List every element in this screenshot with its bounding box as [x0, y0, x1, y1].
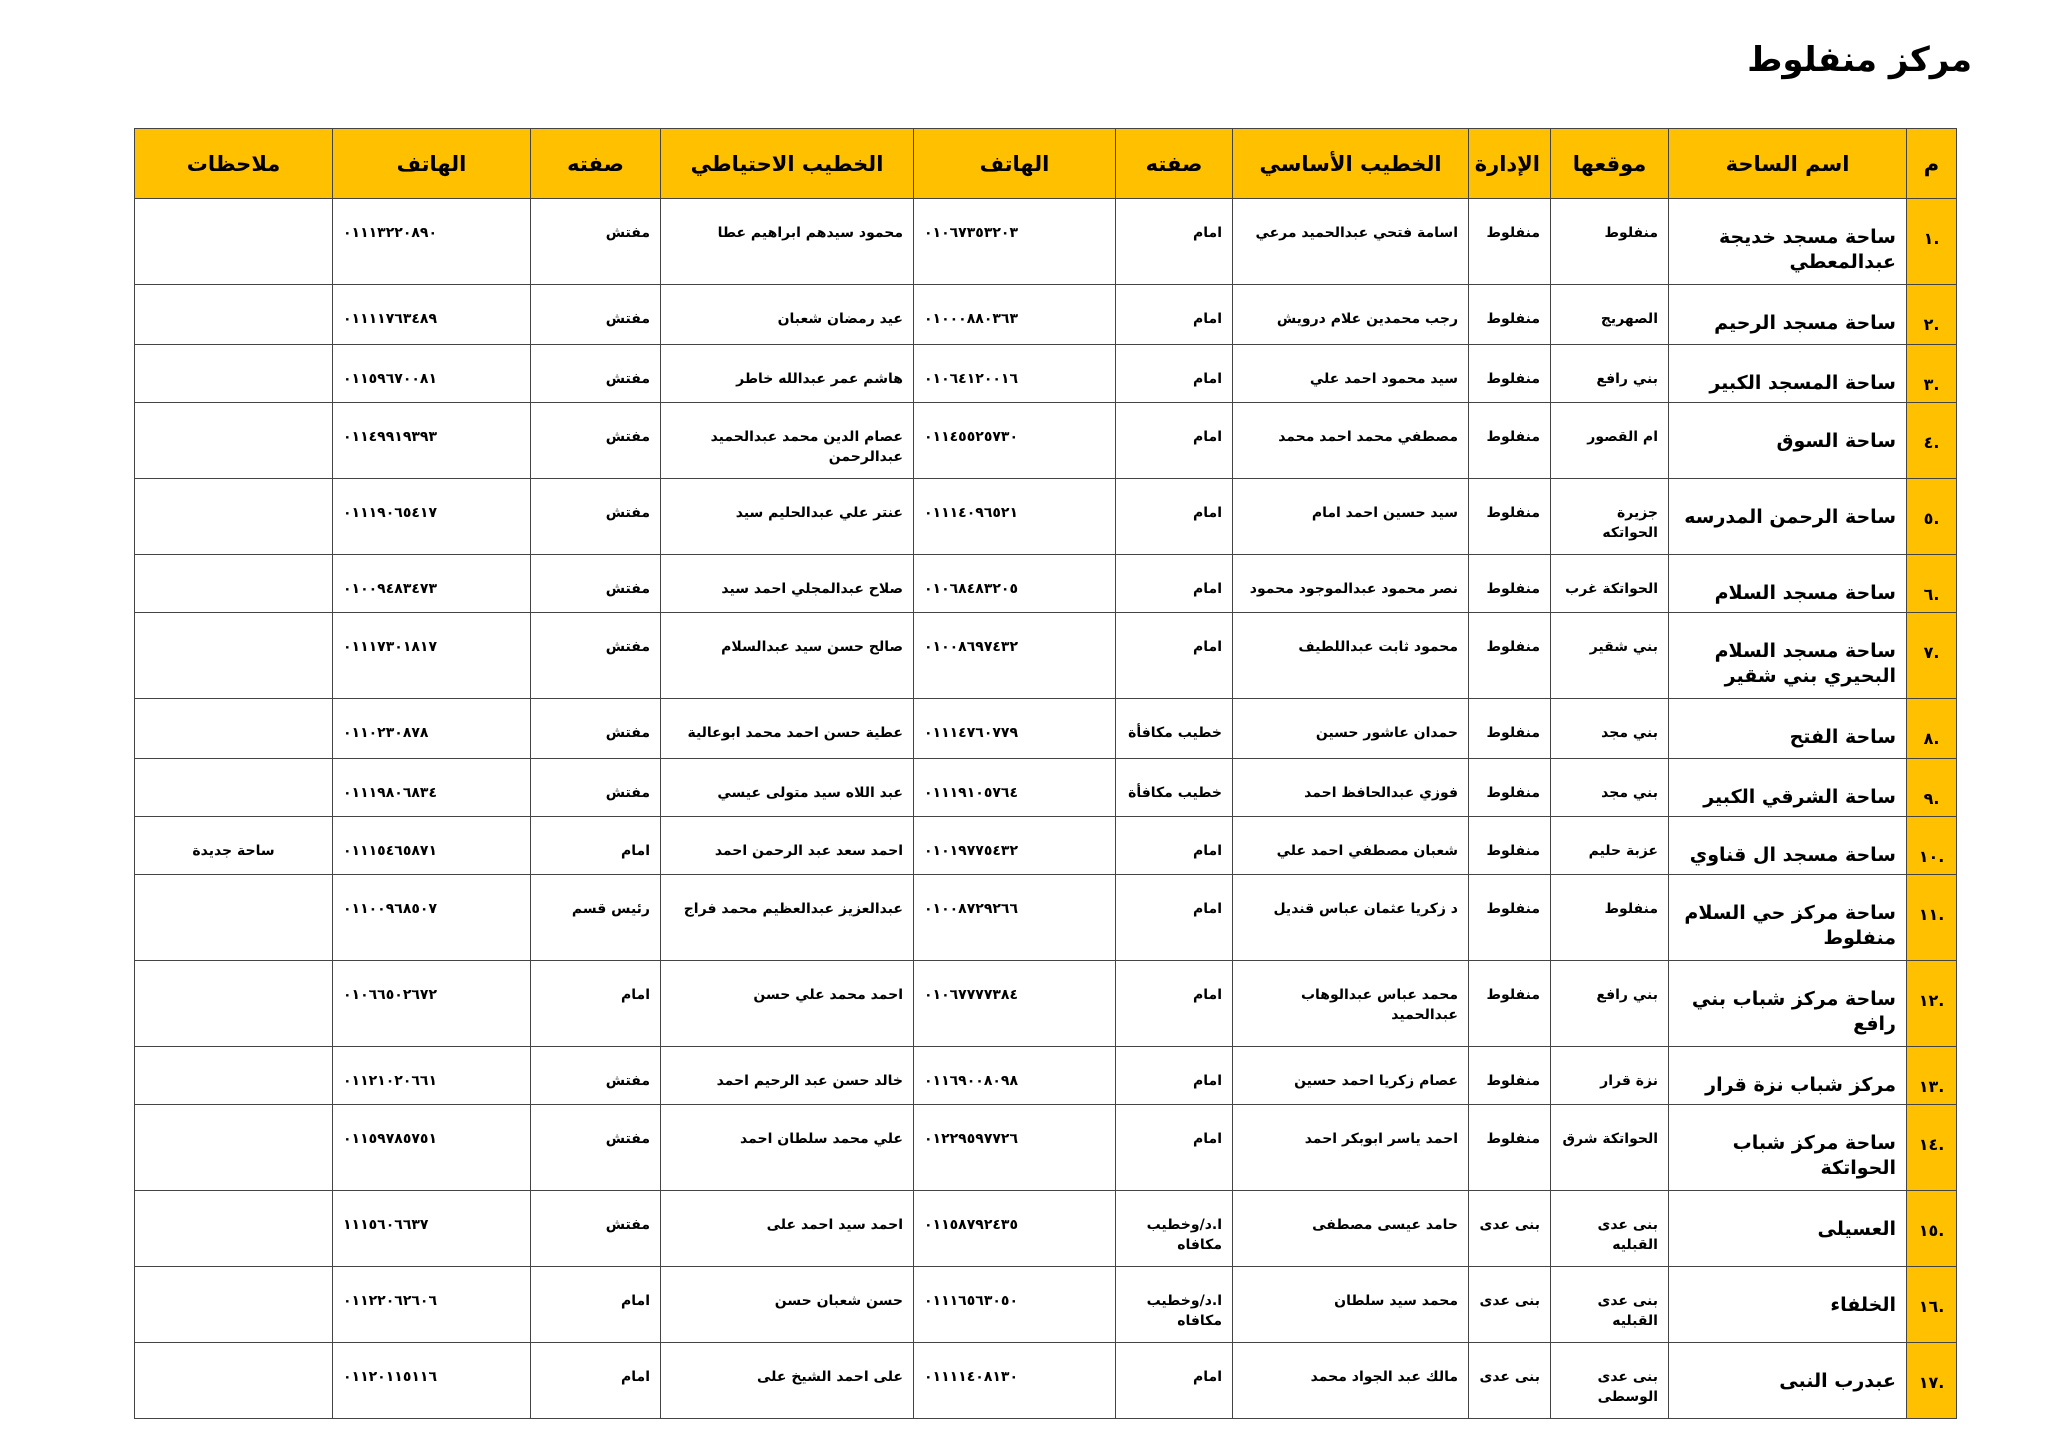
- table-row: [135, 1267, 1957, 1343]
- location: جزيرة الحواتكه: [1551, 479, 1669, 555]
- main-preacher-role: ا.د/وخطيب مكافاه: [1116, 1267, 1233, 1343]
- notes: [135, 1267, 333, 1343]
- main-preacher-role: امام: [1116, 1105, 1233, 1191]
- table-row: [135, 285, 1957, 345]
- backup-preacher-role: مفتش: [531, 1105, 661, 1191]
- backup-preacher-role: مفتش: [531, 759, 661, 817]
- location: بنى عدى الوسطى: [1551, 1343, 1669, 1419]
- backup-preacher-role: مفتش: [531, 345, 661, 403]
- administration: منفلوط: [1469, 1105, 1551, 1191]
- main-preacher-phone: ٠١٢٢٩٥٩٧٧٢٦: [914, 1105, 1116, 1191]
- main-preacher: اسامة فتحي عبدالحميد مرعي: [1233, 199, 1469, 285]
- row-number: .٨: [1907, 699, 1957, 759]
- location: نزة قرار: [1551, 1047, 1669, 1105]
- backup-preacher: عطية حسن احمد محمد ابوعالية: [661, 699, 914, 759]
- main-preacher-phone: ٠١١١١٤٠٨١٣٠: [914, 1343, 1116, 1419]
- square-name: ساحة الرحمن المدرسه: [1669, 479, 1907, 555]
- table-row: [135, 759, 1957, 817]
- administration: منفلوط: [1469, 345, 1551, 403]
- administration: منفلوط: [1469, 613, 1551, 699]
- backup-preacher-role: مفتش: [531, 403, 661, 479]
- backup-preacher: خالد حسن عبد الرحيم احمد: [661, 1047, 914, 1105]
- row-number: .١٢: [1907, 961, 1957, 1047]
- square-name: ساحة مسجد ال قناوي: [1669, 817, 1907, 875]
- table-row: [135, 699, 1957, 759]
- backup-preacher-phone: ٠١١١٩٠٦٥٤١٧: [333, 479, 531, 555]
- location: بني مجد: [1551, 699, 1669, 759]
- backup-preacher-phone: ٠١١٢١٠٢٠٦٦١: [333, 1047, 531, 1105]
- backup-preacher-role: مفتش: [531, 1047, 661, 1105]
- header-row: [135, 129, 1957, 199]
- header-main-role: صفته: [1116, 129, 1233, 199]
- backup-preacher: حسن شعبان حسن: [661, 1267, 914, 1343]
- backup-preacher: عيد رمضان شعبان: [661, 285, 914, 345]
- main-preacher-phone: ٠١٠٦٧٣٥٣٢٠٣: [914, 199, 1116, 285]
- main-preacher: احمد ياسر ابوبكر احمد: [1233, 1105, 1469, 1191]
- main-preacher: د زكريا عثمان عباس قنديل: [1233, 875, 1469, 961]
- header-backup-phone: الهاتف: [333, 129, 531, 199]
- location: منفلوط: [1551, 199, 1669, 285]
- notes: [135, 613, 333, 699]
- notes: [135, 961, 333, 1047]
- main-preacher-phone: ٠١١١٦٥٦٣٠٥٠: [914, 1267, 1116, 1343]
- backup-preacher-phone: ٠١١٥٩٧٨٥٧٥١: [333, 1105, 531, 1191]
- schedule-table-wrapper: [134, 128, 1956, 1419]
- backup-preacher-phone: ١١١٥٦٠٦٦٣٧: [333, 1191, 531, 1267]
- backup-preacher: عنتر علي عبدالحليم سيد: [661, 479, 914, 555]
- square-name: ساحة الفتح: [1669, 699, 1907, 759]
- backup-preacher-phone: ٠١١٠٠٩٦٨٥٠٧: [333, 875, 531, 961]
- backup-preacher-role: امام: [531, 1343, 661, 1419]
- backup-preacher-role: رئيس قسم: [531, 875, 661, 961]
- main-preacher-phone: ٠١١١٤٧٦٠٧٧٩: [914, 699, 1116, 759]
- row-number: .١٥: [1907, 1191, 1957, 1267]
- notes: [135, 199, 333, 285]
- backup-preacher: احمد سعد عبد الرحمن احمد: [661, 817, 914, 875]
- backup-preacher: علي محمد سلطان احمد: [661, 1105, 914, 1191]
- header-notes: ملاحظات: [135, 129, 333, 199]
- main-preacher: حامد عيسى مصطفى: [1233, 1191, 1469, 1267]
- main-preacher: شعبان مصطفي احمد علي: [1233, 817, 1469, 875]
- square-name: مركز شباب نزة قرار: [1669, 1047, 1907, 1105]
- backup-preacher: عصام الدين محمد عبدالحميد عبدالرحمن: [661, 403, 914, 479]
- square-name: ساحة مسجد السلام البحيري بني شقير: [1669, 613, 1907, 699]
- square-name: ساحة مسجد السلام: [1669, 555, 1907, 613]
- main-preacher-phone: ٠١٠٠٨٧٢٩٢٦٦: [914, 875, 1116, 961]
- header-backup-preacher: الخطيب الاحتياطي: [661, 129, 914, 199]
- backup-preacher-role: امام: [531, 817, 661, 875]
- main-preacher: سيد حسين احمد امام: [1233, 479, 1469, 555]
- administration: منفلوط: [1469, 285, 1551, 345]
- location: ام القصور: [1551, 403, 1669, 479]
- location: الحواتكة شرق: [1551, 1105, 1669, 1191]
- main-preacher: سيد محمود احمد علي: [1233, 345, 1469, 403]
- main-preacher-role: ا.د/وخطيب مكافاه: [1116, 1191, 1233, 1267]
- row-number: .١٧: [1907, 1343, 1957, 1419]
- row-number: .٤: [1907, 403, 1957, 479]
- backup-preacher-role: مفتش: [531, 479, 661, 555]
- header-backup-role: صفته: [531, 129, 661, 199]
- main-preacher-role: امام: [1116, 555, 1233, 613]
- backup-preacher-phone: ٠١١٢٠١١٥١١٦: [333, 1343, 531, 1419]
- header-admin: الإدارة: [1469, 129, 1551, 199]
- schedule-table: [134, 128, 1957, 1419]
- backup-preacher-role: مفتش: [531, 1191, 661, 1267]
- administration: بنى عدى: [1469, 1343, 1551, 1419]
- table-row: [135, 1191, 1957, 1267]
- main-preacher-role: امام: [1116, 961, 1233, 1047]
- row-number: .١: [1907, 199, 1957, 285]
- backup-preacher-role: مفتش: [531, 199, 661, 285]
- backup-preacher: احمد سيد احمد على: [661, 1191, 914, 1267]
- location: الصهريج: [1551, 285, 1669, 345]
- main-preacher-phone: ٠١٠٠٨٦٩٧٤٣٢: [914, 613, 1116, 699]
- backup-preacher-phone: ٠١١٠٢٣٠٨٧٨: [333, 699, 531, 759]
- main-preacher-phone: ٠١٠٠٠٨٨٠٣٦٣: [914, 285, 1116, 345]
- main-preacher-role: امام: [1116, 817, 1233, 875]
- table-row: [135, 875, 1957, 961]
- main-preacher: مصطفي محمد احمد محمد: [1233, 403, 1469, 479]
- administration: منفلوط: [1469, 759, 1551, 817]
- square-name: ساحة مسجد خديجة عبدالمعطي: [1669, 199, 1907, 285]
- main-preacher-phone: ٠١٠٦٧٧٧٧٣٨٤: [914, 961, 1116, 1047]
- notes: [135, 479, 333, 555]
- notes: [135, 699, 333, 759]
- backup-preacher: محمود سيدهم ابراهيم عطا: [661, 199, 914, 285]
- row-number: .١٠: [1907, 817, 1957, 875]
- row-number: .٢: [1907, 285, 1957, 345]
- backup-preacher-role: امام: [531, 1267, 661, 1343]
- square-name: ساحة الشرقي الكبير: [1669, 759, 1907, 817]
- backup-preacher-role: مفتش: [531, 699, 661, 759]
- administration: منفلوط: [1469, 403, 1551, 479]
- header-num: م: [1907, 129, 1957, 199]
- square-name: العسيلى: [1669, 1191, 1907, 1267]
- main-preacher-phone: ٠١١١٩١٠٥٧٦٤: [914, 759, 1116, 817]
- row-number: .٣: [1907, 345, 1957, 403]
- main-preacher-phone: ٠١١٤٥٥٢٥٧٣٠: [914, 403, 1116, 479]
- backup-preacher: صالح حسن سيد عبدالسلام: [661, 613, 914, 699]
- main-preacher: عصام زكريا احمد حسين: [1233, 1047, 1469, 1105]
- main-preacher-role: امام: [1116, 479, 1233, 555]
- main-preacher-phone: ٠١٠٦٤١٢٠٠١٦: [914, 345, 1116, 403]
- backup-preacher: على احمد الشيخ على: [661, 1343, 914, 1419]
- backup-preacher-phone: ٠١٠٦٦٥٠٢٦٧٢: [333, 961, 531, 1047]
- location: بني رافع: [1551, 961, 1669, 1047]
- main-preacher: محمد سيد سلطان: [1233, 1267, 1469, 1343]
- row-number: .٥: [1907, 479, 1957, 555]
- square-name: عبدرب النبى: [1669, 1343, 1907, 1419]
- notes: [135, 1191, 333, 1267]
- notes: [135, 875, 333, 961]
- location: بني رافع: [1551, 345, 1669, 403]
- square-name: ساحة مسجد الرحيم: [1669, 285, 1907, 345]
- header-main-phone: الهاتف: [914, 129, 1116, 199]
- table-row: [135, 403, 1957, 479]
- main-preacher: رجب محمدين علام درويش: [1233, 285, 1469, 345]
- main-preacher-role: امام: [1116, 1343, 1233, 1419]
- row-number: .١١: [1907, 875, 1957, 961]
- backup-preacher: عبدالعزيز عبدالعظيم محمد فراج: [661, 875, 914, 961]
- main-preacher: مالك عبد الجواد محمد: [1233, 1343, 1469, 1419]
- main-preacher-role: خطيب مكافأة: [1116, 759, 1233, 817]
- row-number: .١٤: [1907, 1105, 1957, 1191]
- main-preacher-phone: ٠١١٥٨٧٩٢٤٣٥: [914, 1191, 1116, 1267]
- location: منفلوط: [1551, 875, 1669, 961]
- table-row: [135, 1047, 1957, 1105]
- main-preacher-phone: ٠١١٦٩٠٠٨٠٩٨: [914, 1047, 1116, 1105]
- administration: منفلوط: [1469, 1047, 1551, 1105]
- notes: [135, 1343, 333, 1419]
- administration: منفلوط: [1469, 699, 1551, 759]
- backup-preacher-phone: ٠١١١٥٤٦٥٨٧١: [333, 817, 531, 875]
- table-row: [135, 1105, 1957, 1191]
- main-preacher-phone: ٠١٠٦٨٤٨٣٢٠٥: [914, 555, 1116, 613]
- header-location: موقعها: [1551, 129, 1669, 199]
- backup-preacher-phone: ٠١١١٧٣٠١٨١٧: [333, 613, 531, 699]
- backup-preacher-phone: ٠١١١١٧٦٣٤٨٩: [333, 285, 531, 345]
- table-row: [135, 479, 1957, 555]
- administration: منفلوط: [1469, 199, 1551, 285]
- backup-preacher-role: امام: [531, 961, 661, 1047]
- main-preacher: فوزي عبدالحافظ احمد: [1233, 759, 1469, 817]
- main-preacher-phone: ٠١١١٤٠٩٦٥٢١: [914, 479, 1116, 555]
- main-preacher-phone: ٠١٠١٩٧٧٥٤٣٢: [914, 817, 1116, 875]
- administration: منفلوط: [1469, 479, 1551, 555]
- location: بنى عدى القبليه: [1551, 1191, 1669, 1267]
- main-preacher-role: امام: [1116, 285, 1233, 345]
- backup-preacher: هاشم عمر عبدالله خاطر: [661, 345, 914, 403]
- notes: ساحة جديدة: [135, 817, 333, 875]
- main-preacher-role: امام: [1116, 199, 1233, 285]
- notes: [135, 1047, 333, 1105]
- header-main-preacher: الخطيب الأساسي: [1233, 129, 1469, 199]
- backup-preacher: صلاح عبدالمجلي احمد سيد: [661, 555, 914, 613]
- row-number: .٦: [1907, 555, 1957, 613]
- location: عزبة حليم: [1551, 817, 1669, 875]
- backup-preacher-role: مفتش: [531, 555, 661, 613]
- table-row: [135, 345, 1957, 403]
- location: بني مجد: [1551, 759, 1669, 817]
- main-preacher: نصر محمود عبدالموجود محمود: [1233, 555, 1469, 613]
- backup-preacher: عبد اللاه سيد متولى عيسي: [661, 759, 914, 817]
- administration: بنى عدى: [1469, 1267, 1551, 1343]
- location: الحواتكة غرب: [1551, 555, 1669, 613]
- table-row: [135, 555, 1957, 613]
- backup-preacher-role: مفتش: [531, 613, 661, 699]
- backup-preacher: احمد محمد علي حسن: [661, 961, 914, 1047]
- square-name: ساحة مركز شباب الحواتكة: [1669, 1105, 1907, 1191]
- main-preacher-role: خطيب مكافأة: [1116, 699, 1233, 759]
- main-preacher-role: امام: [1116, 403, 1233, 479]
- table-row: [135, 817, 1957, 875]
- square-name: ساحة المسجد الكبير: [1669, 345, 1907, 403]
- square-name: الخلفاء: [1669, 1267, 1907, 1343]
- main-preacher: محمد عباس عبدالوهاب عبدالحميد: [1233, 961, 1469, 1047]
- header-square: اسم الساحة: [1669, 129, 1907, 199]
- table-row: [135, 1343, 1957, 1419]
- administration: منفلوط: [1469, 817, 1551, 875]
- administration: منفلوط: [1469, 961, 1551, 1047]
- backup-preacher-phone: ٠١١٥٩٦٧٠٠٨١: [333, 345, 531, 403]
- table-row: [135, 961, 1957, 1047]
- location: بني شقير: [1551, 613, 1669, 699]
- notes: [135, 403, 333, 479]
- main-preacher: حمدان عاشور حسين: [1233, 699, 1469, 759]
- row-number: .١٦: [1907, 1267, 1957, 1343]
- backup-preacher-role: مفتش: [531, 285, 661, 345]
- page-title: مركز منفلوط: [1747, 40, 1972, 80]
- row-number: .٧: [1907, 613, 1957, 699]
- notes: [135, 1105, 333, 1191]
- notes: [135, 285, 333, 345]
- location: بنى عدى القبليه: [1551, 1267, 1669, 1343]
- main-preacher-role: امام: [1116, 1047, 1233, 1105]
- backup-preacher-phone: ٠١١٢٢٠٦٢٦٠٦: [333, 1267, 531, 1343]
- square-name: ساحة مركز شباب بني رافع: [1669, 961, 1907, 1047]
- backup-preacher-phone: ٠١١١٣٢٢٠٨٩٠: [333, 199, 531, 285]
- backup-preacher-phone: ٠١٠٠٩٤٨٣٤٧٣: [333, 555, 531, 613]
- main-preacher-role: امام: [1116, 875, 1233, 961]
- administration: منفلوط: [1469, 555, 1551, 613]
- backup-preacher-phone: ٠١١٤٩٩١٩٣٩٣: [333, 403, 531, 479]
- notes: [135, 555, 333, 613]
- notes: [135, 759, 333, 817]
- table-body: [135, 199, 1957, 1419]
- main-preacher-role: امام: [1116, 345, 1233, 403]
- square-name: ساحة السوق: [1669, 403, 1907, 479]
- table-row: [135, 199, 1957, 285]
- notes: [135, 345, 333, 403]
- table-row: [135, 613, 1957, 699]
- main-preacher-role: امام: [1116, 613, 1233, 699]
- administration: بنى عدى: [1469, 1191, 1551, 1267]
- square-name: ساحة مركز حي السلام منفلوط: [1669, 875, 1907, 961]
- main-preacher: محمود ثابت عبداللطيف: [1233, 613, 1469, 699]
- row-number: .٩: [1907, 759, 1957, 817]
- row-number: .١٣: [1907, 1047, 1957, 1105]
- administration: منفلوط: [1469, 875, 1551, 961]
- backup-preacher-phone: ٠١١١٩٨٠٦٨٣٤: [333, 759, 531, 817]
